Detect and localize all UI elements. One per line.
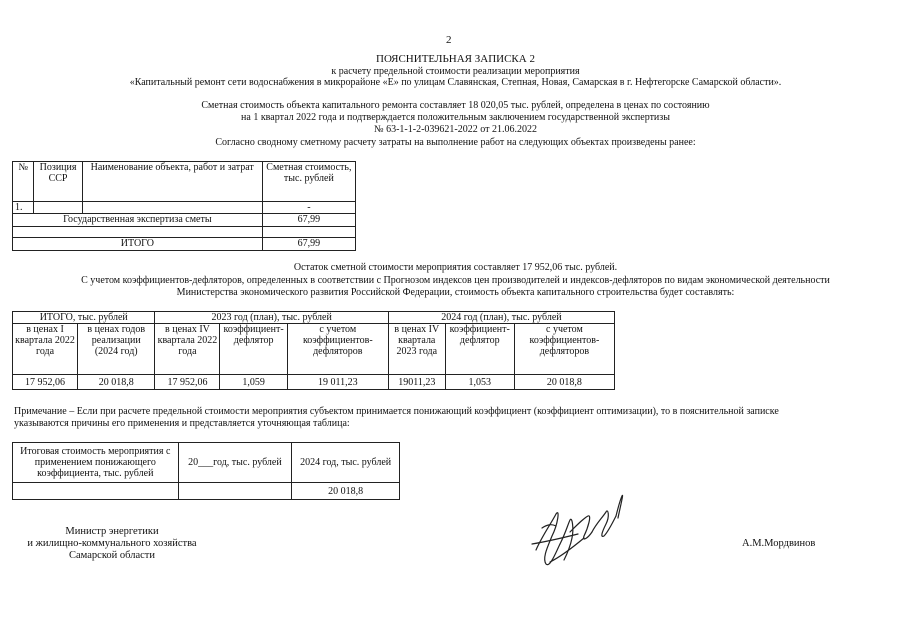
value-year-blank bbox=[178, 483, 292, 500]
row-position bbox=[34, 202, 82, 214]
signer-position-line-3: Самарской области bbox=[69, 550, 155, 561]
col-header-position: Позиция ССР bbox=[34, 162, 82, 202]
row-cost: - bbox=[262, 202, 355, 214]
row-number: 1. bbox=[13, 202, 34, 214]
value-2024-prices: 20 018,8 bbox=[78, 375, 155, 390]
row-cost: 67,99 bbox=[262, 214, 355, 227]
value-deflator-2023: 1,059 bbox=[220, 375, 287, 390]
value-with-deflator-2023: 19 011,23 bbox=[287, 375, 388, 390]
group-header-2023: 2023 год (план), тыс. рублей bbox=[155, 312, 388, 324]
col-header-year-blank: 20___год, тыс. рублей bbox=[178, 443, 292, 483]
value-deflator-2024: 1,053 bbox=[445, 375, 514, 390]
signer-position-line-1: Министр энергетики bbox=[65, 526, 159, 537]
table-row bbox=[13, 227, 356, 238]
handwritten-signature bbox=[522, 488, 634, 578]
table-row bbox=[13, 483, 400, 500]
table-row bbox=[13, 238, 356, 251]
note-line-2: указываются причины его применения и представляется уточняющая таблица: bbox=[14, 418, 350, 429]
estimate-line-4: Согласно сводному сметному расчету затраты на выполнение работ на следующих объектах произведены ранее: bbox=[215, 137, 696, 148]
value-q4-2023: 19011,23 bbox=[388, 375, 445, 390]
table-row bbox=[13, 202, 356, 214]
subheader-q4-2022: в ценах IV квартала 2022 года bbox=[155, 324, 220, 375]
value-q4-2022: 17 952,06 bbox=[155, 375, 220, 390]
subheader-deflator-2023: коэффициент-дефлятор bbox=[220, 324, 287, 375]
reduction-coefficient-table bbox=[12, 442, 400, 500]
subheader-2024-prices: в ценах годов реализации (2024 год) bbox=[78, 324, 155, 375]
deflator-table bbox=[12, 311, 615, 390]
col-header-cost: Сметная стоимость, тыс. рублей bbox=[262, 162, 355, 202]
remainder-line-2: С учетом коэффициентов-дефляторов, определенных в соответствии с Прогнозом индексов цен производителей и индексов-дефляторов по видам экономической деятельности bbox=[81, 275, 830, 286]
remainder-line-1: Остаток сметной стоимости мероприятия составляет 17 952,06 тыс. рублей. bbox=[293, 262, 618, 273]
subheader-with-deflator-2023: с учетом коэффициентов-дефляторов bbox=[287, 324, 388, 375]
note-line-1: Примечание – Если при расчете предельной стоимости мероприятия субъектом принимается понижающий коэффициент (коэффициент оптимизации), то в пояснительной записке bbox=[14, 406, 779, 417]
estimate-line-3: № 63-1-1-2-039621-2022 от 21.06.2022 bbox=[374, 124, 537, 135]
subheader-with-deflator-2024: с учетом коэффициентов-дефляторов bbox=[514, 324, 614, 375]
row-cost: 67,99 bbox=[262, 238, 355, 251]
row-cost bbox=[262, 227, 355, 238]
prior-costs-table bbox=[12, 161, 356, 251]
subheader-q1-2022: в ценах I квартала 2022 года bbox=[13, 324, 78, 375]
row-name: ИТОГО bbox=[13, 238, 263, 251]
value-total-reduced bbox=[13, 483, 179, 500]
project-name: «Капитальный ремонт сети водоснабжения в микрорайоне «Е» по улицам Славянская, Степная, Новая, Самарская в г. Нефтегорске Самарской области». bbox=[129, 77, 782, 88]
group-header-total: ИТОГО, тыс. рублей bbox=[13, 312, 155, 324]
col-header-number: № bbox=[13, 162, 34, 202]
value-2024: 20 018,8 bbox=[292, 483, 400, 500]
estimate-line-2: на 1 квартал 2022 года и подтверждается положительным заключением государственной экспертизы bbox=[241, 112, 670, 123]
table-row bbox=[13, 375, 615, 390]
row-name bbox=[82, 202, 262, 214]
row-name bbox=[13, 227, 263, 238]
subheader-deflator-2024: коэффициент-дефлятор bbox=[445, 324, 514, 375]
page-number: 2 bbox=[446, 34, 452, 46]
estimate-line-1: Сметная стоимость объекта капитального ремонта составляет 18 020,05 тыс. рублей, определена в ценах по состоянию bbox=[201, 100, 710, 111]
subheader-q4-2023: в ценах IV квартала 2023 года bbox=[388, 324, 445, 375]
document-subtitle: к расчету предельной стоимости реализации мероприятия bbox=[331, 66, 580, 77]
col-header-2024: 2024 год, тыс. рублей bbox=[292, 443, 400, 483]
col-header-total-reduced: Итоговая стоимость мероприятия с применением понижающего коэффициента, тыс. рублей bbox=[13, 443, 179, 483]
signer-position-line-2: и жилищно-коммунального хозяйства bbox=[27, 538, 197, 549]
value-with-deflator-2024: 20 018,8 bbox=[514, 375, 614, 390]
col-header-name: Наименование объекта, работ и затрат bbox=[82, 162, 262, 202]
table-row bbox=[13, 214, 356, 227]
document-title: ПОЯСНИТЕЛЬНАЯ ЗАПИСКА 2 bbox=[376, 53, 535, 65]
group-header-2024: 2024 год (план), тыс. рублей bbox=[388, 312, 614, 324]
signer-name: А.М.Мордвинов bbox=[742, 538, 816, 549]
row-name: Государственная экспертиза сметы bbox=[13, 214, 263, 227]
remainder-line-3: Министерства экономического развития Российской Федерации, стоимость объекта капитального строительства будет составлять: bbox=[176, 287, 735, 298]
value-q1-2022: 17 952,06 bbox=[13, 375, 78, 390]
